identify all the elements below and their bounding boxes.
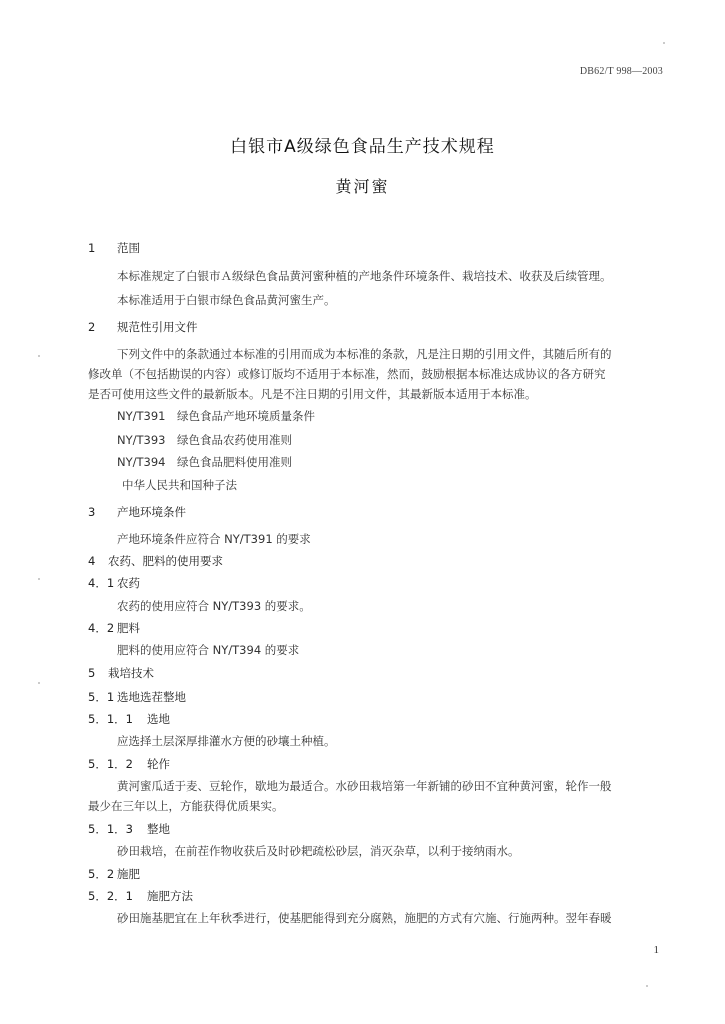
scan-speck [38,578,40,580]
body-text: 肥料的使用应符合 NY/T394 的要求 [117,643,300,657]
document-title: 白银市A级绿色食品生产技术规程 [230,137,495,157]
body-text: 黄河蜜瓜适于麦、豆轮作，歇地为最适合。水砂田栽培第一年新铺的砂田不宜种黄河蜜，轮作一般 [117,779,612,793]
section-title: 选地选茬整地 [117,690,186,704]
section-title: 整地 [147,822,170,836]
section-title: 施肥方法 [147,889,193,903]
section-number: 3 [88,505,96,519]
body-text: 本标准适用于白银市绿色食品黄河蜜生产。 [117,293,336,307]
section-number: 4 [88,554,96,568]
document-subtitle: 黄河蜜 [335,177,390,196]
section-title: 规范性引用文件 [117,320,198,334]
page-number: 1 [653,944,659,956]
reference-text: NY/T394 绿色食品肥料使用准则 [117,455,292,469]
body-text: 最少在三年以上，方能获得优质果实。 [88,799,284,813]
scan-speck [663,42,665,44]
body-text: 产地环境条件应符合 NY/T391 的要求 [117,532,311,546]
body-text: 本标准规定了白银市Ａ级绿色食品黄河蜜种植的产地条件环境条件、栽培技术、收获及后续管理。 [117,269,612,283]
section-title: 选地 [147,712,170,726]
section-number: 5．2 [88,867,115,881]
body-text: 修改单（不包括勘误的内容）或修订版均不适用于本标准，然而，鼓励根据本标准达成协议的各方研究 [88,367,606,381]
section-title: 产地环境条件 [117,505,186,519]
section-title: 栽培技术 [108,666,154,680]
section-number: 5 [88,666,96,680]
section-number: 2 [88,320,96,334]
section-number: 5．1．3 [88,822,133,836]
reference-text: NY/T393 绿色食品农药使用准则 [117,433,292,447]
section-number: 5．2．1 [88,889,133,903]
reference-text: NY/T391 绿色食品产地环境质量条件 [117,409,315,423]
section-number: 1 [88,241,96,255]
section-title: 施肥 [117,867,140,881]
section-title: 轮作 [147,757,170,771]
body-text: 下列文件中的条款通过本标准的引用而成为本标准的条款，凡是注日期的引用文件，其随后所有的 [117,347,612,361]
scan-speck [38,355,40,357]
section-number: 4．1 [88,576,115,590]
section-title: 农药 [117,576,140,590]
body-text: 是否可使用这些文件的最新版本。凡是不注日期的引用文件，其最新版本适用于本标准。 [88,387,537,401]
body-text: 砂田栽培，在前茬作物收获后及时砂耙疏松砂层，消灭杂草，以利于接纳雨水。 [117,844,520,858]
section-number: 5．1．1 [88,712,133,726]
section-title: 肥料 [117,621,140,635]
scan-speck [646,985,648,987]
section-number: 5．1．2 [88,757,133,771]
reference-text: 中华人民共和国种子法 [122,478,237,492]
scan-speck [38,682,40,684]
standard-code: DB62/T 998—2003 [579,66,663,77]
body-text: 砂田施基肥宜在上年秋季进行，使基肥能得到充分腐熟，施肥的方式有穴施、行施两种。翌年春暖 [117,911,612,925]
section-title: 农药、肥料的使用要求 [108,554,223,568]
body-text: 农药的使用应符合 NY/T393 的要求。 [117,599,311,613]
section-number: 5．1 [88,690,115,704]
body-text: 应选择土层深厚排灌水方便的砂壤土种植。 [117,734,336,748]
section-title: 范围 [117,241,140,255]
section-number: 4．2 [88,621,115,635]
